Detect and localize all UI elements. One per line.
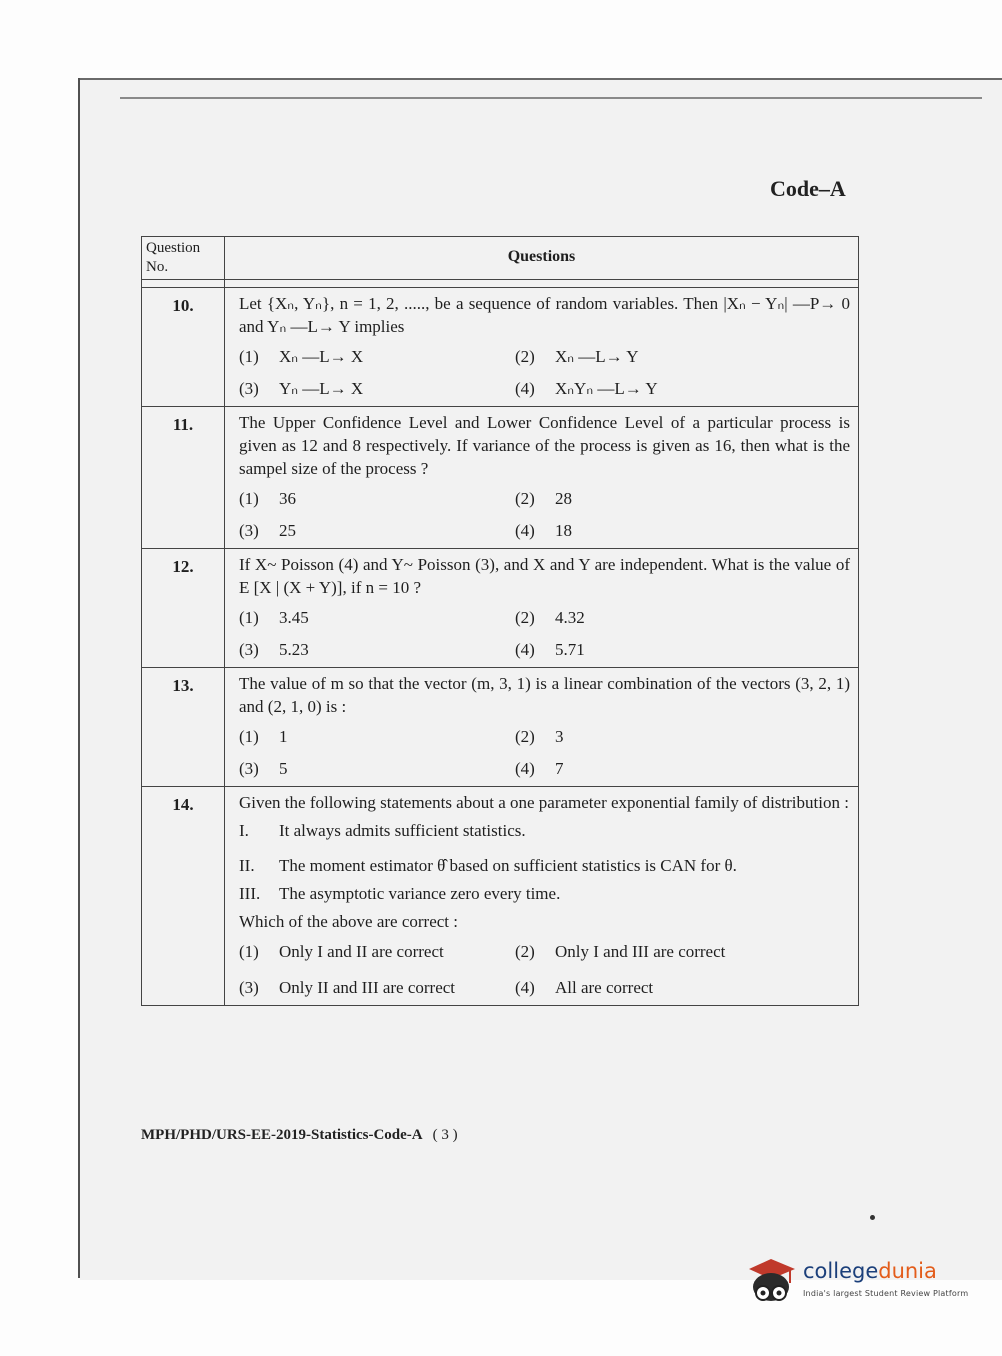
option-label: (2) bbox=[515, 942, 535, 961]
option-text: 5.71 bbox=[555, 640, 585, 659]
options bbox=[239, 345, 850, 400]
option bbox=[515, 345, 850, 368]
option-text: Only II and III are correct bbox=[279, 978, 456, 997]
option-text: 5.23 bbox=[279, 640, 309, 659]
statement-label: III. bbox=[239, 884, 261, 903]
question-number: 10. bbox=[142, 288, 225, 407]
option-text: 36 bbox=[279, 489, 296, 508]
logo-text-college: college bbox=[803, 1259, 879, 1283]
logo-wordmark bbox=[803, 1259, 937, 1283]
option bbox=[515, 757, 850, 780]
option-text: 25 bbox=[279, 521, 296, 540]
question-number: 14. bbox=[142, 787, 225, 1006]
option-label: (1) bbox=[239, 489, 259, 508]
question-number: 11. bbox=[142, 407, 225, 549]
option bbox=[515, 940, 850, 963]
header-question-no: Question No. bbox=[142, 237, 225, 280]
question-prompt: Which of the above are correct : bbox=[239, 912, 458, 931]
header-questions: Questions bbox=[225, 237, 859, 280]
scan-rule bbox=[120, 97, 982, 99]
statement-label: I. bbox=[239, 821, 249, 840]
logo-tagline: India's largest Student Review Platform bbox=[803, 1289, 969, 1298]
scan-edge-top bbox=[80, 78, 1002, 80]
option bbox=[239, 606, 515, 629]
option bbox=[239, 519, 515, 542]
option-text: Only I and III are correct bbox=[555, 942, 726, 961]
question-stem: Let {Xₙ, Yₙ}, n = 1, 2, ....., be a sequence of random variables. Then |Xₙ − Yₙ| ―P→ 0 and Yₙ ―L→ Y implies bbox=[239, 294, 850, 336]
question-row bbox=[142, 407, 859, 549]
option-text: 3.45 bbox=[279, 608, 309, 627]
option-label: (3) bbox=[239, 640, 259, 659]
question-stem: Given the following statements about a one parameter exponential family of distribution : bbox=[239, 793, 849, 812]
option-text: All are correct bbox=[555, 978, 654, 997]
collegedunia-watermark bbox=[745, 1253, 970, 1313]
question-row bbox=[142, 549, 859, 668]
option-label: (2) bbox=[515, 347, 535, 366]
option-label: (3) bbox=[239, 521, 259, 540]
option bbox=[239, 638, 515, 661]
option-label: (3) bbox=[239, 379, 259, 398]
page-footer bbox=[141, 1127, 458, 1144]
options bbox=[239, 940, 850, 999]
question-row bbox=[142, 288, 859, 407]
option-text: 4.32 bbox=[555, 608, 585, 627]
option-text: Only I and II are correct bbox=[279, 942, 444, 961]
options bbox=[239, 725, 850, 780]
statement bbox=[239, 882, 850, 905]
table-header-row bbox=[142, 237, 859, 280]
statement-text: The moment estimator θ̂ based on sufficient statistics is CAN for θ. bbox=[279, 856, 737, 875]
option bbox=[239, 377, 515, 400]
option bbox=[239, 940, 515, 963]
logo-text-dunia: dunia bbox=[878, 1259, 937, 1283]
question-stem: The value of m so that the vector (m, 3, 1) is a linear combination of the vectors (3, 2, 1) and (2, 1, 0) is : bbox=[239, 674, 850, 716]
question-body bbox=[225, 668, 859, 787]
statement-text: It always admits sufficient statistics. bbox=[279, 821, 526, 840]
question-body bbox=[225, 288, 859, 407]
option bbox=[515, 638, 850, 661]
paper-code: Code–A bbox=[770, 176, 846, 201]
question-stem: If X~ Poisson (4) and Y~ Poisson (3), and X and Y are independent. What is the value of E [X | (X + Y)], if n = 10 ? bbox=[239, 555, 850, 597]
option-text: 28 bbox=[555, 489, 572, 508]
option-label: (4) bbox=[515, 978, 535, 997]
option bbox=[239, 725, 515, 748]
scan-edge-left bbox=[78, 78, 80, 1278]
question-stem: The Upper Confidence Level and Lower Confidence Level of a particular process is given as 12 and 8 respectively. If variance of the process is given as 16, then what is the sampel size of the process ? bbox=[239, 413, 850, 478]
statement bbox=[239, 819, 850, 842]
option-label: (3) bbox=[239, 978, 259, 997]
option-label: (4) bbox=[515, 521, 535, 540]
spacer-row bbox=[142, 280, 859, 288]
page-number: ( 3 ) bbox=[432, 1127, 458, 1143]
option bbox=[239, 345, 515, 368]
statement-label: II. bbox=[239, 856, 255, 875]
question-number: 12. bbox=[142, 549, 225, 668]
option-text: 5 bbox=[279, 759, 288, 778]
option-text: 18 bbox=[555, 521, 572, 540]
option-text: 1 bbox=[279, 727, 288, 746]
question-row bbox=[142, 787, 859, 1006]
option-label: (2) bbox=[515, 727, 535, 746]
option bbox=[239, 757, 515, 780]
option bbox=[515, 725, 850, 748]
option-label: (1) bbox=[239, 608, 259, 627]
option-label: (2) bbox=[515, 608, 535, 627]
question-body bbox=[225, 407, 859, 549]
statement-text: The asymptotic variance zero every time. bbox=[279, 884, 561, 903]
option bbox=[515, 606, 850, 629]
option-label: (4) bbox=[515, 379, 535, 398]
option-label: (3) bbox=[239, 759, 259, 778]
option bbox=[515, 487, 850, 510]
question-row bbox=[142, 668, 859, 787]
question-body bbox=[225, 787, 859, 1006]
scan-speck bbox=[870, 1215, 875, 1220]
mascot-icon bbox=[745, 1253, 801, 1313]
option-text: Xₙ ―L→ Y bbox=[555, 347, 639, 366]
question-table bbox=[141, 236, 859, 1006]
question-body bbox=[225, 549, 859, 668]
option-text: Yₙ ―L→ X bbox=[279, 379, 364, 398]
option bbox=[515, 377, 850, 400]
option bbox=[239, 976, 515, 999]
option-label: (4) bbox=[515, 640, 535, 659]
option-label: (1) bbox=[239, 942, 259, 961]
statement bbox=[239, 854, 850, 877]
option-label: (1) bbox=[239, 347, 259, 366]
options bbox=[239, 606, 850, 661]
footer-code: MPH/PHD/URS-EE-2019-Statistics-Code-A bbox=[141, 1127, 423, 1143]
option bbox=[515, 976, 850, 999]
option-label: (1) bbox=[239, 727, 259, 746]
option-text: 7 bbox=[555, 759, 564, 778]
option-label: (2) bbox=[515, 489, 535, 508]
option bbox=[239, 487, 515, 510]
options bbox=[239, 487, 850, 542]
option-text: Xₙ ―L→ X bbox=[279, 347, 364, 366]
option bbox=[515, 519, 850, 542]
question-number: 13. bbox=[142, 668, 225, 787]
option-text: XₙYₙ ―L→ Y bbox=[555, 379, 658, 398]
option-text: 3 bbox=[555, 727, 564, 746]
option-label: (4) bbox=[515, 759, 535, 778]
